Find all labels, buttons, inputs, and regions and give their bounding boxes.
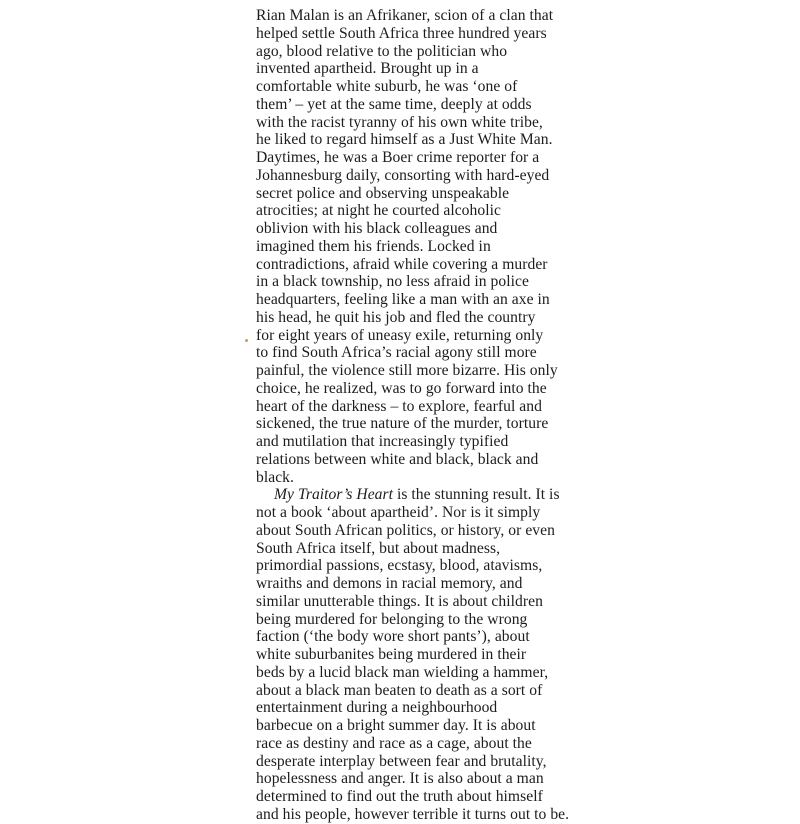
first-line-rest: is the stunning result. It is <box>393 486 560 504</box>
paragraph-book-summary <box>256 486 576 823</box>
text-line: about South African politics, or history, or even <box>256 521 555 539</box>
text-line: determined to find out the truth about himself <box>256 788 543 805</box>
text-line: secret police and observing unspeakable <box>256 184 510 202</box>
text-line: and his people, however terrible it turns out to be. <box>256 805 570 823</box>
text-line: Daytimes, he was a Boer crime reporter for a <box>256 149 540 166</box>
text-line: sickened, the true nature of the murder, torture <box>256 415 549 433</box>
text-line: desperate interplay between fear and brutality, <box>256 752 547 770</box>
text-line: headquarters, feeling like a man with an axe in <box>256 291 550 308</box>
text-line: for eight years of uneasy exile, returning only <box>256 326 544 344</box>
text-line: them’ – yet at the same time, deeply at odds <box>256 95 532 113</box>
text-line: being murdered for belonging to the wrong <box>256 610 528 628</box>
text-line: beds by a lucid black man wielding a hammer, <box>256 663 549 681</box>
text-line: choice, he realized, was to go forward into the <box>256 379 547 397</box>
text-line: he liked to regard himself as a Just White Man. <box>256 131 553 149</box>
text-line: to find South Africa’s racial agony still more <box>256 344 537 362</box>
text-line: black. <box>256 468 294 486</box>
text-line: Johannesburg daily, consorting with hard-eyed <box>256 166 550 184</box>
text-line: race as destiny and race as a cage, about the <box>256 734 532 752</box>
text-line: atrocities; at night he courted alcoholic <box>256 202 501 220</box>
text-line: helped settle South Africa three hundred years <box>256 24 547 42</box>
text-line: oblivion with his black colleagues and <box>256 220 498 237</box>
text-line: wraiths and demons in racial memory, and <box>256 575 523 592</box>
text-line: with the racist tyranny of his own white tribe, <box>256 113 543 131</box>
text-line: barbecue on a bright summer day. It is about <box>256 717 536 734</box>
text-line: imagined them his friends. Locked in <box>256 237 491 255</box>
blurb-text-column <box>256 7 576 824</box>
text-line: Rian Malan is an Afrikaner, scion of a clan that <box>256 7 554 24</box>
text-line: hopelessness and anger. It is also about a man <box>256 770 544 788</box>
book-title: My Traitor’s Heart <box>274 486 394 504</box>
text-line: heart of the darkness – to explore, fearful and <box>256 397 542 415</box>
text-line: comfortable white suburb, he was ‘one of <box>256 78 518 95</box>
text-line: relations between white and black, black and <box>256 450 539 468</box>
text-line: contradictions, afraid while covering a murder <box>256 255 548 273</box>
text-line: entertainment during a neighbourhood <box>256 699 498 717</box>
text-line: similar unutterable things. It is about children <box>256 592 543 610</box>
scan-speck <box>245 339 248 342</box>
text-line: invented apartheid. Brought up in a <box>256 60 479 78</box>
text-line: ago, blood relative to the politician who <box>256 42 508 60</box>
paragraph-first-line <box>256 486 576 504</box>
text-line: and mutilation that increasingly typified <box>256 433 509 450</box>
text-line: faction (‘the body wore short pants’), about <box>256 628 530 646</box>
text-line: his head, he quit his job and fled the country <box>256 308 536 326</box>
text-line: about a black man beaten to death as a sort of <box>256 681 543 699</box>
text-line: South Africa itself, but about madness, <box>256 539 501 557</box>
paragraph-intro <box>256 7 576 486</box>
text-line: white suburbanites being murdered in their <box>256 646 527 663</box>
text-line: primordial passions, ecstasy, blood, atavisms, <box>256 557 543 575</box>
text-line: in a black township, no less afraid in police <box>256 273 529 291</box>
text-line: not a book ‘about apartheid’. Nor is it simply <box>256 504 541 521</box>
text-line: painful, the violence still more bizarre. His only <box>256 362 558 379</box>
